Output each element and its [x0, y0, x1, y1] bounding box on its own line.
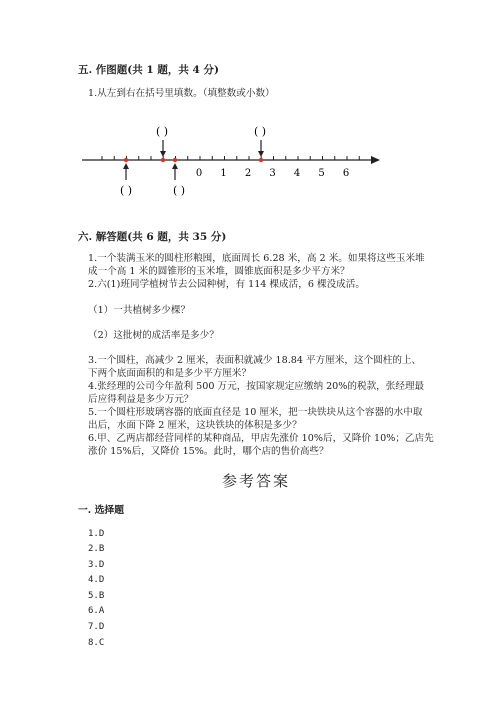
q6-line: 4.张经理的公司今年盈利 500 万元，按国家规定应缴纳 20%的税款，张经理最: [88, 381, 425, 392]
point-marker: [161, 158, 165, 162]
q6-line: 3.一个圆柱，高减少 2 厘米，表面积就减少 18.84 平方厘米，这个圆柱的上、: [88, 355, 422, 366]
q6-line: 后应得利益是多少万元？: [88, 394, 194, 405]
point-marker: [259, 158, 263, 162]
down-arrow-icon: [160, 140, 166, 157]
answer-item: 1.D: [88, 529, 105, 539]
tick-label: 3: [269, 168, 276, 179]
answer-item: 6.A: [88, 606, 105, 616]
number-line-ticks: [102, 156, 359, 160]
point-marker: [173, 158, 177, 162]
number-line-arrowhead: [371, 156, 380, 164]
tick-label: 2: [244, 168, 252, 179]
answer-item: 4.D: [88, 575, 105, 585]
answer-item: 7.D: [88, 622, 105, 632]
answer-item: 3.D: [88, 560, 105, 570]
answer-blank-bottom-2: ( ): [172, 184, 186, 197]
up-arrow-icon: [172, 163, 178, 180]
section-5-heading: 五. 作图题(共 1 题，共 4 分): [78, 64, 219, 76]
q6-subquestion: （2）这批树的成活率是多少？: [88, 330, 219, 341]
q6-subquestion: （1）一共植树多少棵？: [88, 305, 191, 316]
q6-line: 下两个底面面积的和是多少平方厘米？: [88, 368, 252, 379]
q6-line: 涨价 15%后，又降价 15%。此时，哪个店的售价高些？: [88, 446, 329, 457]
answer-item: 2.B: [88, 544, 105, 554]
question-5-1: 1.从左到右在括号里填数。（填整数或小数）: [88, 88, 275, 99]
answer-blank-top-2: ( ): [253, 125, 267, 138]
down-arrow-icon: [258, 140, 264, 157]
up-arrow-icon: [123, 163, 129, 180]
answer-item: 5.B: [88, 591, 105, 601]
tick-label: 0: [195, 168, 203, 179]
answer-item: 8.C: [88, 638, 105, 648]
q6-line: 出后，水面下降 2 厘米，这块铁块的体积是多少？: [88, 420, 302, 431]
number-line-figure: [70, 120, 390, 200]
tick-label: 1: [220, 168, 227, 179]
q6-line: 5.一个圆柱形玻璃容器的底面直径是 10 厘米，把一块铁块从这个容器的水中取: [88, 407, 423, 418]
q6-line: 成一个高 1 米的圆锥形的玉米堆，圆锥底面积是多少平方米？: [88, 266, 350, 277]
q6-line: 2.六(1)班同学植树节去公园种树，有 114 棵成活，6 棵没成活。: [88, 279, 365, 290]
q6-line: 6.甲、乙两店都经营同样的某种商品，甲店先涨价 10%后，又降价 10%；乙店先: [88, 433, 434, 444]
tick-label: 6: [342, 168, 350, 179]
section-6-heading: 六. 解答题(共 6 题，共 35 分): [78, 231, 227, 243]
answers-title: 参考答案: [222, 472, 291, 490]
answers-section-1-heading: 一. 选择题: [78, 505, 125, 516]
tick-label: 4: [293, 168, 301, 179]
q6-line: 1.一个装满玉米的圆柱形粮囤，底面周长 6.28 米，高 2 米。如果将这些玉米堆: [88, 253, 425, 264]
answer-blank-bottom-1: ( ): [119, 184, 133, 197]
point-marker: [124, 158, 128, 162]
number-line-tick-labels: [196, 168, 349, 179]
tick-label: 5: [318, 168, 325, 179]
answer-blank-top-1: ( ): [155, 125, 169, 138]
